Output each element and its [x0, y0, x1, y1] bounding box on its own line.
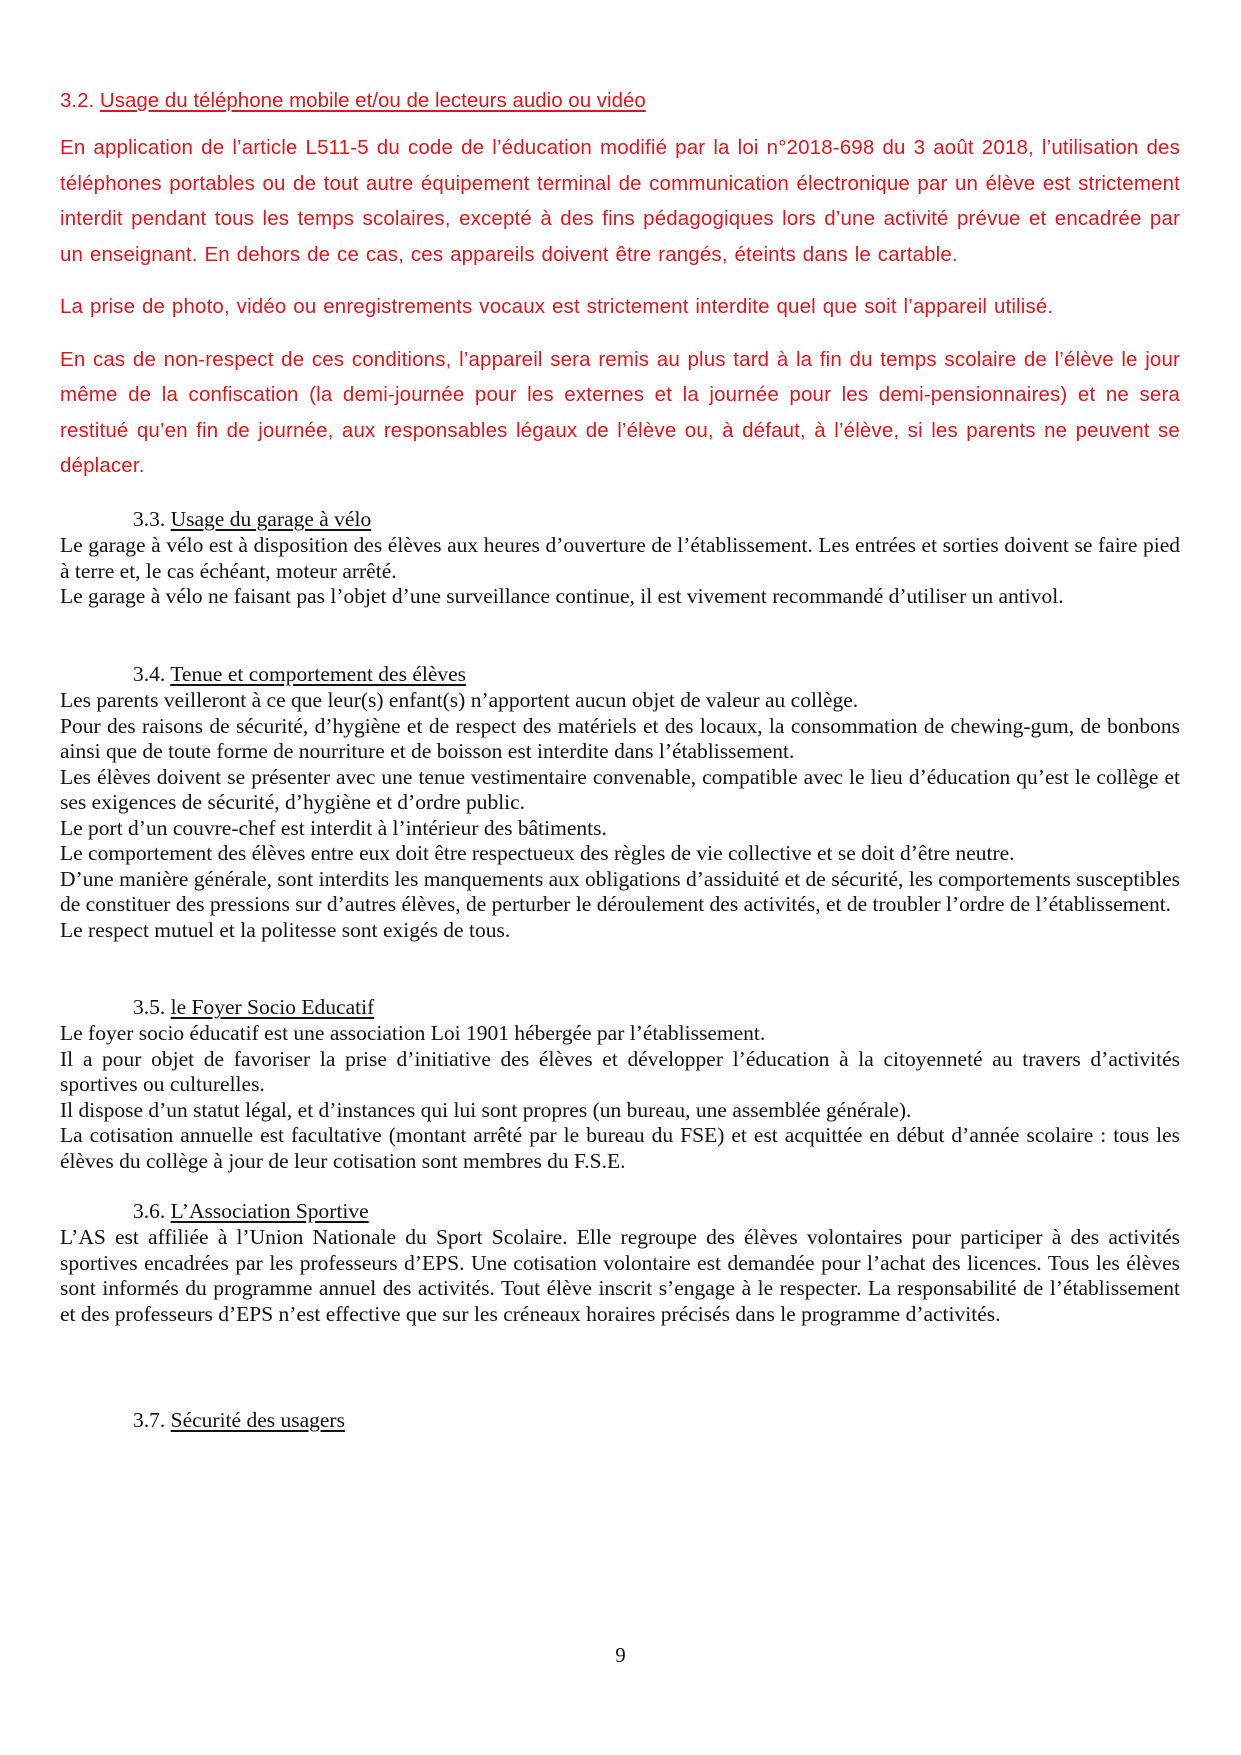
section-number: 3.7. [133, 1408, 171, 1432]
section-3-2-heading [60, 88, 1180, 114]
section-3-5 [60, 993, 1180, 1174]
section-3-3-heading [60, 505, 1180, 533]
paragraph-line: La cotisation annuelle est facultative (montant arrêté par le bureau du FSE) et est acquittée en début d’année scolaire : tous les élèves du collège à jour de leur cotisation sont membres du F.S.E. [60, 1123, 1180, 1173]
section-number: 3.2. [60, 89, 100, 112]
paragraph-confiscation: En cas de non-respect de ces conditions, l’appareil sera remis au plus tard à la fin du temps scolaire de l’élève le jour même de la confiscation (la demi-journée pour les externes et la journée pour les demi-pensionnaires) et ne sera restitué qu’en fin de journée, aux responsables légaux de l’élève ou, à défaut, à l’élève, si les parents ne peuvent se déplacer. [60, 347, 1180, 477]
section-number: 3.4. [133, 662, 171, 686]
section-title: Usage du téléphone mobile et/ou de lecteurs audio ou vidéo [99, 89, 646, 112]
section-title: Tenue et comportement des élèves [170, 662, 467, 686]
section-3-4-heading [60, 660, 1180, 688]
page-number: 9 [615, 1643, 626, 1667]
paragraph-line: Il dispose d’un statut légal, et d’instances qui lui sont propres (un bureau, une assemblée générale). [60, 1097, 912, 1122]
paragraph-line: Le garage à vélo est à disposition des élèves aux heures d’ouverture de l’établissement. Les entrées et sorties doivent se faire pied à terre et, le cas échéant, moteur arrêté. [60, 533, 1180, 583]
paragraph-line: Le respect mutuel et la politesse sont exigés de tous. [60, 917, 511, 942]
section-3-5-heading [60, 993, 1180, 1021]
paragraph-line: Pour des raisons de sécurité, d’hygiène et de respect des matériels et des locaux, la consommation de chewing-gum, de bonbons ainsi que de toute forme de nourriture et de boisson est interdite dans l’établissement. [60, 713, 1180, 763]
paragraph-line: D’une manière générale, sont interdits les manquements aux obligations d’assiduité et de sécurité, les comportements susceptibles de constituer des pressions sur d’autres élèves, de perturber le déroulement des activités, et de troubler l’ordre de l’établissement. [60, 866, 1180, 916]
section-3-7-heading [60, 1406, 1180, 1434]
paragraph-line: Les parents veilleront à ce que leur(s) enfant(s) n’apportent aucun objet de valeur au collège. [60, 688, 859, 712]
paragraph-line: Le port d’un couvre-chef est interdit à l’intérieur des bâtiments. [60, 815, 607, 840]
section-number: 3.6. [133, 1199, 171, 1223]
paragraph-phone-ban: En application de l’article L511-5 du code de l’éducation modifié par la loi n°2018-698 du 3 août 2018, l’utilisation des téléphones portables ou de tout autre équipement terminal de communication électronique par un élève est strictement interdit pendant tous les temps scolaires, excepté à des fins pédagogiques lors d’une activité prévue et encadrée par un enseignant. En dehors de ce cas, ces appareils doivent être rangés, éteints dans le cartable. [60, 136, 1180, 266]
section-3-3 [60, 505, 1180, 610]
section-title: Sécurité des usagers [170, 1408, 345, 1432]
paragraph-line: L’AS est affiliée à l’Union Nationale du Sport Scolaire. Elle regroupe des élèves volontaires pour participer à des activités sportives encadrées par les professeurs d’EPS. Une cotisation volontaire est demandée pour l’achat des licences. Tous les élèves sont informés du programme annuel des activités. Tout élève inscrit s’engage à le respecter. La responsabilité de l’établissement et des professeurs d’EPS n’est effective que sur les créneaux horaires précisés dans le programme d’activités. [60, 1225, 1180, 1326]
paragraph-line: Les élèves doivent se présenter avec une tenue vestimentaire convenable, compatible avec le lieu d’éducation qu’est le collège et ses exigences de sécurité, d’hygiène et d’ordre public. [60, 764, 1180, 814]
section-number: 3.5. [133, 995, 171, 1019]
section-3-7 [60, 1406, 1180, 1434]
paragraph-line: Le comportement des élèves entre eux doit être respectueux des règles de vie collective et se doit d’être neutre. [60, 841, 1015, 865]
paragraph-line: Le foyer socio éducatif est une association Loi 1901 hébergée par l’établissement. [60, 1021, 766, 1045]
section-3-6-heading [60, 1197, 1180, 1225]
section-title: le Foyer Socio Educatif [170, 995, 375, 1019]
section-3-2 [60, 88, 1180, 501]
paragraph-line: Il a pour objet de favoriser la prise d’initiative des élèves et développer l’éducation à la citoyenneté au travers d’activités sportives ou culturelles. [60, 1046, 1180, 1096]
section-title: Usage du garage à vélo [170, 507, 372, 531]
section-title: L’Association Sportive [170, 1199, 369, 1223]
section-3-4 [60, 660, 1180, 943]
section-3-6 [60, 1197, 1180, 1327]
section-number: 3.3. [133, 507, 171, 531]
paragraph-line: Le garage à vélo ne faisant pas l’objet d’une surveillance continue, il est vivement recommandé d’utiliser un antivol. [60, 584, 1064, 608]
paragraph-photo-ban: La prise de photo, vidéo ou enregistrements vocaux est strictement interdite quel que soit l’appareil utilisé. [60, 295, 1054, 318]
